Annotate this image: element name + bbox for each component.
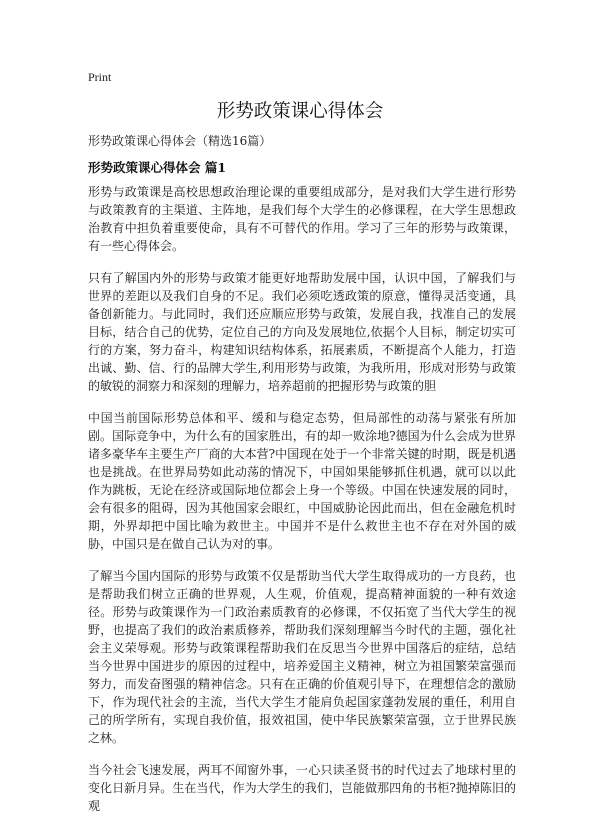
page-title: 形势政策课心得体会	[216, 101, 384, 122]
document-subtitle: 形势政策课心得体会（精选16篇）	[88, 134, 272, 148]
print-label[interactable]: Print	[88, 70, 112, 84]
paragraph: 当今社会飞速发展，两耳不闻窗外事，一心只读圣贤书的时代过去了地球村里的变化日新月异。生在当代，作为大学生的我们，岂能做那四角的书柜?抛掉陈旧的观	[88, 763, 516, 813]
paragraph: 只有了解国内外的形势与政策才能更好地帮助发展中国，认识中国，了解我们与世界的差距以及我们自身的不足。我们必须吃透政策的原意，懂得灵活变通，具备创新能力。与此同时，我们还应顺应形势与政策，发展自我，找准自己的发展目标，结合自己的优势，定位自己的方向及发展地位,依据个人目标，制定切实可行的方案，努力奋斗，构建知识结构体系，拓展素质，不断提高个人能力，打造出诚、勤、信、行的品牌大学生,利用形势与政策，为我所用，形成对形势与政策的敏锐的洞察力和深刻的理解力，培养超前的把握形势与政策的胆	[88, 271, 516, 393]
paragraph: 了解当今国内国际的形势与政策不仅是帮助当代大学生取得成功的一方良药，也是帮助我们树立正确的世界观，人生观，价值观，提高精神面貌的一种有效途径。形势与政策课作为一门政治素质教育的必修课，不仅拓宽了当代大学生的视野，也提高了我们的政治素质修养，帮助我们深刻理解当今时代的主题，强化社会主义荣辱观。形势与政策课程帮助我们在反思当今世界中国落后的症结，总结当今世界中国进步的原因的过程中，培养爱国主义精神，树立为祖国繁荣富强而努力，而发奋图强的精神信念。只有在正确的价值观引导下，在理想信念的激励下，作为现代社会的主流，当代大学生才能肩负起国家蓬勃发展的重任，利用自己的所学所有，实现自我价值，报效祖国，使中华民族繁荣富强，立于世界民族之林。	[88, 569, 516, 745]
article-body	[88, 183, 516, 829]
paragraph: 形势与政策课是高校思想政治理论课的重要组成部分，是对我们大学生进行形势与政策教育的主渠道、主阵地，是我们每个大学生的必修课程，在大学生思想政治教育中担负着重要使命，具有不可替代的作用。学习了三年的形势与政策课，有一些心得体会。	[88, 185, 516, 253]
section-heading: 形势政策课心得体会 篇1	[88, 160, 227, 175]
paragraph: 中国当前国际形势总体和平、缓和与稳定态势，但局部性的动荡与紧张有所加剧。国际竞争中，为什么有的国家胜出，有的却一败涂地?德国为什么会成为世界诸多豪华车主要生产厂商的大本营?中国现在处于一个非常关键的时期，既是机遇也是挑战。在世界局势如此动荡的情况下，中国如果能够抓住机遇，就可以以此作为跳板，无论在经济或国际地位都会上身一个等级。中国在快速发展的同时，会有很多的阻碍，因为其他国家会眼红，中国威胁论因此而出，但在金融危机时期，外界却把中国比喻为救世主。中国并不是什么救世主也不存在对外国的威胁，中国只是在做自己认为对的事。	[88, 411, 516, 551]
